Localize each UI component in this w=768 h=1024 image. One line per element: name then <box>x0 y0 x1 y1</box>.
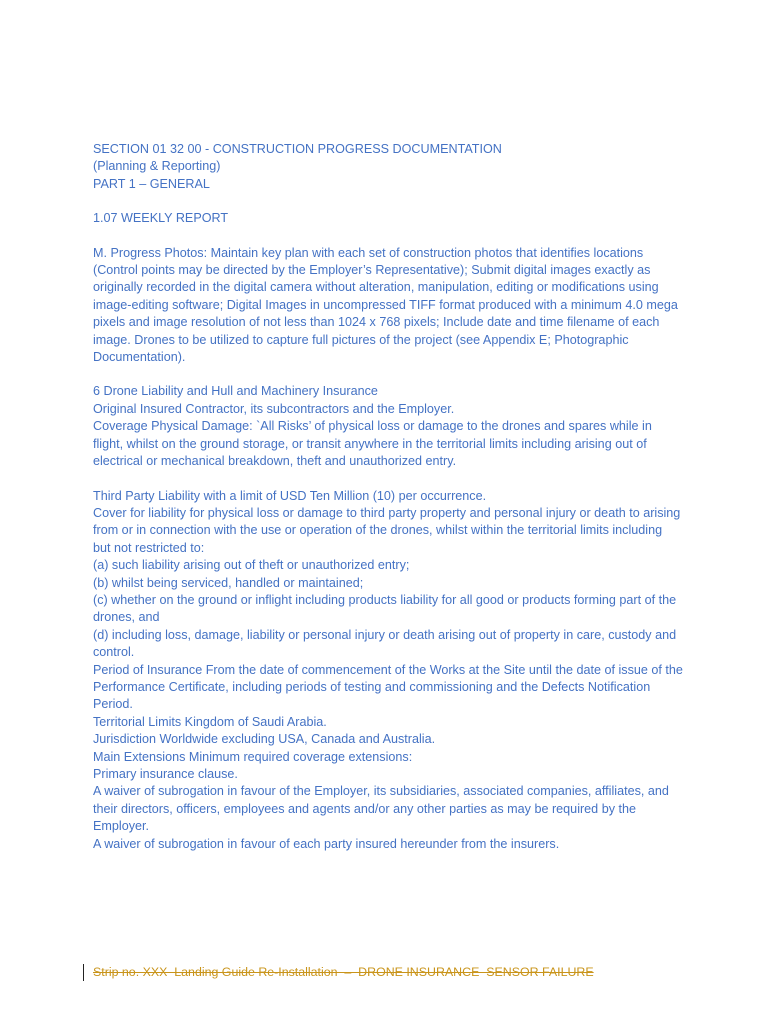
coverage-physical-damage-paragraph: Coverage Physical Damage: `All Risks’ of physical loss or damage to the drones and spares while in flight, whilst on the ground storage, or transit anywhere in the territorial limits including arising out of electrical or mechanical breakdown, theft and unauthorized entry. <box>93 419 652 469</box>
primary-insurance-line: Primary insurance clause. <box>93 767 238 781</box>
third-party-liability-line: Third Party Liability with a limit of USD Ten Million (10) per occurrence. <box>93 488 487 503</box>
main-extensions-line: Main Extensions Minimum required coverage extensions: <box>93 749 413 764</box>
weekly-report-title: 1.07 WEEKLY REPORT <box>93 211 229 226</box>
part-heading: PART 1 – GENERAL <box>93 176 210 191</box>
liability-item-d: (d) including loss, damage, liability or personal injury or death arising out of property in care, custody and control. <box>93 627 677 660</box>
section-subtitle: (Planning & Reporting) <box>93 159 221 174</box>
liability-item-c: (c) whether on the ground or inflight including products liability for all good or products forming part of the drones, and <box>93 592 677 625</box>
section-heading: SECTION 01 32 00 - CONSTRUCTION PROGRESS DOCUMENTATION <box>93 142 502 156</box>
page-footer <box>83 963 594 981</box>
footer-strikethrough-text[interactable]: Strip no. XXX Landing Guide Re-Installation – DRONE INSURANCE SENSOR FAILURE <box>93 965 594 979</box>
liability-item-b: (b) whilst being serviced, handled or maintained; <box>93 575 364 590</box>
liability-item-a: (a) such liability arising out of theft or unauthorized entry; <box>93 558 410 573</box>
cover-liability-paragraph: Cover for liability for physical loss or damage to third party property and personal injury or death to arising from or in connection with the use or operation of the drones, whilst within the territorial limits including but not restricted to: <box>93 505 681 555</box>
jurisdiction-line: Jurisdiction Worldwide excluding USA, Canada and Australia. <box>93 732 436 747</box>
text-cursor-bar <box>83 964 84 981</box>
territorial-limits-line: Territorial Limits Kingdom of Saudi Arabia. <box>93 714 327 729</box>
insurance-heading: 6 Drone Liability and Hull and Machinery Insurance <box>93 384 378 399</box>
waiver-employer-paragraph: A waiver of subrogation in favour of the Employer, its subsidiaries, associated companies, affiliates, and their directors, officers, employees and agents and/or any other parties as may be required by the Employer. <box>93 784 669 834</box>
waiver-insurers-line: A waiver of subrogation in favour of each party insured hereunder from the insurers. <box>93 836 560 851</box>
progress-photos-paragraph: M. Progress Photos: Maintain key plan with each set of construction photos that identifies locations (Control points may be directed by the Employer’s Representative); Submit digital images exactly as originally recorded in the digital camera without alteration, manipulation, editing or modifications using image-editing software; Digital Images in uncompressed TIFF format produced with a minimum 4.0 mega pixels and image resolution of not less than 1024 x 768 pixels; Include date and time filename of each image. Drones to be utilized to capture full pictures of the project (see Appendix E; Photographic Documentation). <box>93 245 678 365</box>
period-of-insurance-paragraph: Period of Insurance From the date of commencement of the Works at the Site until the date of issue of the Performance Certificate, including periods of testing and commissioning and the Defects Notification Period. <box>93 662 683 712</box>
original-insured-line: Original Insured Contractor, its subcontractors and the Employer. <box>93 401 455 416</box>
document-body <box>93 141 683 853</box>
